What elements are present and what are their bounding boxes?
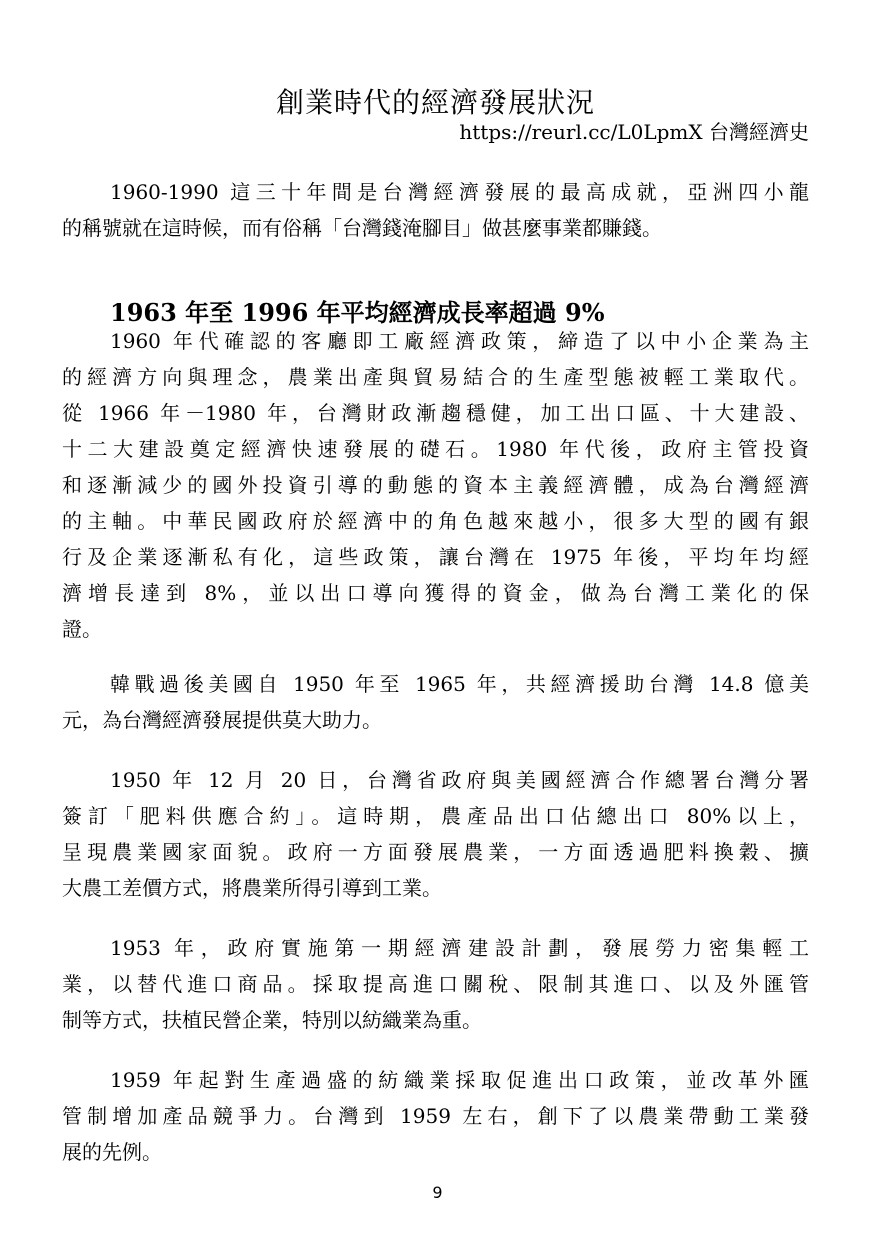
body-line: 的經濟方向與理念，農業出產與貿易結合的生產型態被輕工業取代。 xyxy=(62,365,809,389)
intro-line: 1960-1990 這三十年間是台灣經濟發展的最高成就，亞洲四小龍 xyxy=(110,180,809,204)
body-line: 呈現農業國家面貌。政府一方面發展農業，一方面透過肥料換穀、擴 xyxy=(62,840,809,864)
body-line: 管制增加產品競爭力。台灣到 1959 左右，創下了以農業帶動工業發 xyxy=(62,1104,809,1128)
body-line: 1953 年，政府實施第一期經濟建設計劃，發展勞力密集輕工 xyxy=(110,936,809,960)
body-line: 1950 年 12 月 20 日，台灣省政府與美國經濟合作總署台灣分署 xyxy=(110,768,809,792)
body-line: 濟增長達到 8%，並以出口導向獲得的資金，做為台灣工業化的保 xyxy=(62,581,809,605)
page-number: 9 xyxy=(432,1183,443,1202)
body-line: 業，以替代進口商品。採取提高進口關稅、限制其進口、以及外匯管 xyxy=(62,972,809,996)
body-line: 的主軸。中華民國政府於經濟中的角色越來越小，很多大型的國有銀 xyxy=(62,509,809,533)
body-line: 簽訂「肥料供應合約」。這時期，農產品出口佔總出口 80%以上， xyxy=(62,804,809,828)
body-line: 大農工差價方式，將農業所得引導到工業。 xyxy=(62,876,442,900)
page-title: 創業時代的經濟發展狀況 xyxy=(275,85,595,119)
body-line: 展的先例。 xyxy=(62,1140,162,1164)
body-line: 行及企業逐漸私有化，這些政策，讓台灣在 1975 年後，平均年均經 xyxy=(62,545,809,569)
section-heading: 1963 年至 1996 年平均經濟成長率超過 9% xyxy=(110,297,605,327)
body-line: 和逐漸減少的國外投資引導的動態的資本主義經濟體，成為台灣經濟 xyxy=(62,473,809,497)
body-line: 從 1966 年－1980 年，台灣財政漸趨穩健，加工出口區、十大建設、 xyxy=(62,401,809,425)
body-line: 韓戰過後美國自 1950 年至 1965 年，共經濟援助台灣 14.8 億美 xyxy=(110,672,809,696)
body-line: 十二大建設奠定經濟快速發展的礎石。1980 年代後，政府主管投資 xyxy=(62,437,809,461)
body-line: 元，為台灣經濟發展提供莫大助力。 xyxy=(62,708,382,732)
intro-line: 的稱號就在這時候，而有俗稱「台灣錢淹腳目」做甚麼事業都賺錢。 xyxy=(62,216,662,240)
body-line: 制等方式，扶植民營企業，特別以紡織業為重。 xyxy=(62,1008,482,1032)
body-line: 證。 xyxy=(62,617,102,641)
body-line: 1960 年代確認的客廳即工廠經濟政策，締造了以中小企業為主 xyxy=(110,329,809,353)
body-line: 1959 年起對生產過盛的紡織業採取促進出口政策，並改革外匯 xyxy=(110,1068,809,1092)
source-citation: https://reurl.cc/L0LpmX 台灣經濟史 xyxy=(459,120,809,144)
